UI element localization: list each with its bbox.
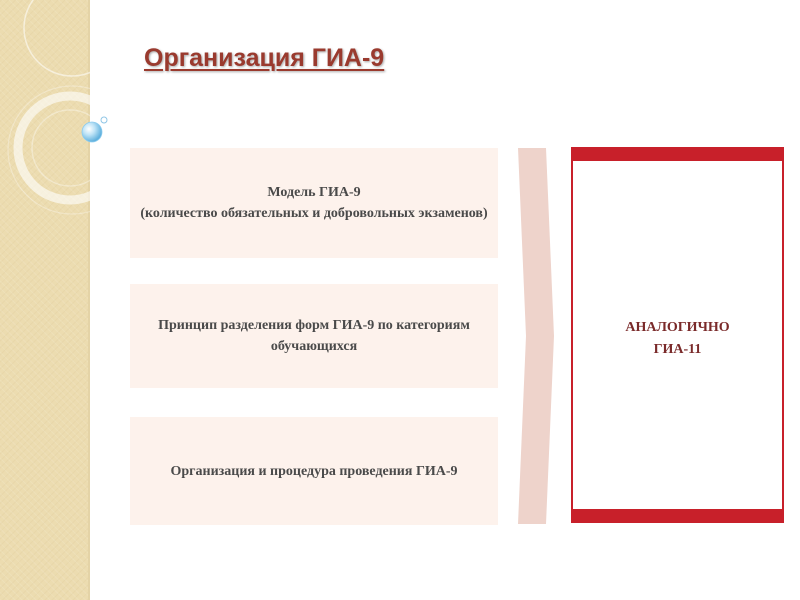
info-box-model bbox=[130, 148, 498, 258]
info-box-model-text: Модель ГИА-9 (количество обязательных и добровольных экзаменов) bbox=[140, 185, 488, 221]
result-box-bottom-bar bbox=[573, 509, 782, 521]
info-box-principle-text: Принцип разделения форм ГИА-9 по категориям обучающихся bbox=[158, 318, 470, 354]
info-box-organization-text: Организация и процедура проведения ГИА-9 bbox=[170, 463, 458, 479]
info-box-principle bbox=[130, 284, 498, 388]
info-box-organization bbox=[130, 417, 498, 525]
chevron-arrow-icon bbox=[516, 146, 556, 526]
result-box-top-bar bbox=[573, 149, 782, 161]
small-bubble-icon bbox=[101, 117, 107, 123]
result-box-text: АНАЛОГИЧНО ГИА-11 bbox=[625, 320, 730, 357]
result-box bbox=[571, 147, 784, 523]
bubble-icon bbox=[82, 122, 102, 142]
page-title: Организация ГИА-9 bbox=[144, 44, 385, 72]
